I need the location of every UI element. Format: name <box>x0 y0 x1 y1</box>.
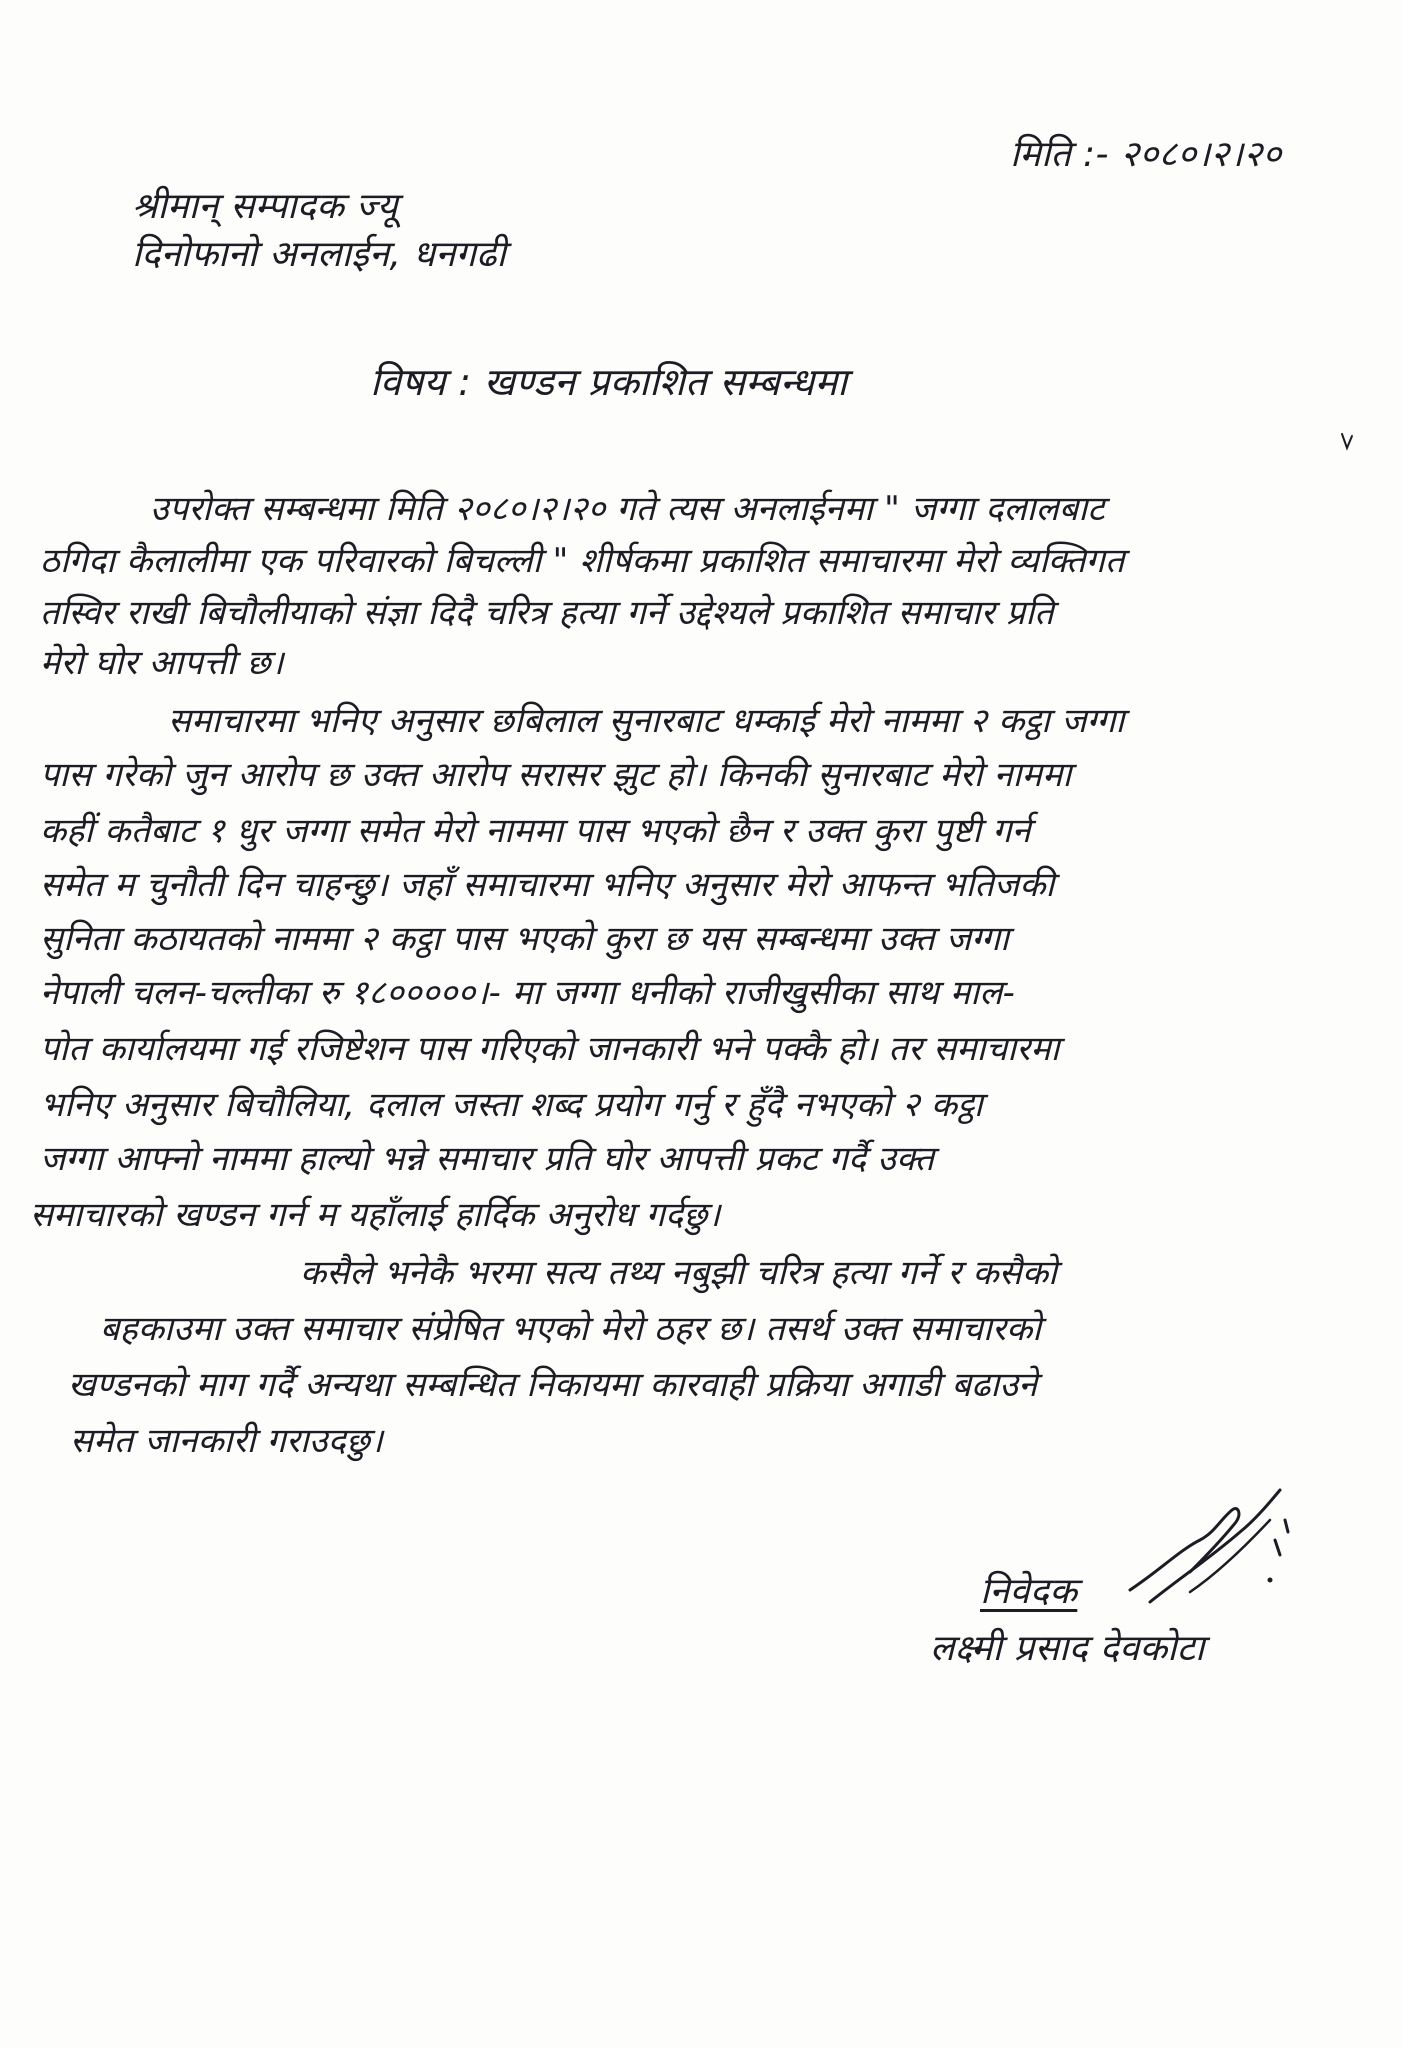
body-line: कसैले भनेकै भरमा सत्य तथ्य नबुझी चरित्र हत्या गर्ने र कसैको <box>300 1253 1058 1293</box>
body-line: तस्विर राखी बिचौलीयाको संज्ञा दिदै चरित्र हत्या गर्ने उद्देश्यले प्रकाशित समाचार प्रति <box>40 593 1054 633</box>
letter-subject: विषय : खण्डन प्रकाशित सम्बन्धमा <box>370 360 848 404</box>
body-line: जग्गा आफ्नो नाममा हाल्यो भन्ने समाचार प्रति घोर आपत्ती प्रकट गर्दै उक्त <box>40 1139 935 1179</box>
body-line: समेत म चुनौती दिन चाहन्छु। जहाँ समाचारमा भनिए अनुसार मेरो आफन्त भतिजकी <box>40 865 1055 905</box>
body-line: ठगिदा कैलालीमा एक परिवारको बिचल्ली " शीर्षकमा प्रकाशित समाचारमा मेरो व्यक्तिगत <box>40 541 1125 581</box>
body-line: भनिए अनुसार बिचौलिया, दलाल जस्ता शब्द प्रयोग गर्नु र हुँदै नभएको २ कट्ठा <box>40 1085 983 1125</box>
signature-label: निवेदक <box>980 1571 1078 1612</box>
body-line: मेरो घोर आपत्ती छ। <box>40 643 284 683</box>
body-line: बहकाउमा उक्त समाचार संप्रेषित भएको मेरो ठहर छ। तसर्थ उक्त समाचारको <box>100 1309 1042 1349</box>
handwritten-signature <box>1120 1480 1300 1630</box>
letter-date: मिति :- २०८०।२।२० <box>1010 134 1282 175</box>
addressee-line-2: दिनोफानो अनलाईन, धनगढी <box>132 234 507 275</box>
body-line: पास गरेको जुन आरोप छ उक्त आरोप सरासर झुट हो। किनकी सुनारबाट मेरो नाममा <box>40 755 1072 795</box>
body-line: नेपाली चलन-चल्तीका रु १८०००००।- मा जग्गा धनीको राजीखुसीका साथ माल- <box>40 973 1016 1013</box>
body-line: पोत कार्यालयमा गई रजिष्टेशन पास गरिएको जानकारी भने पक्कै हो। तर समाचारमा <box>40 1029 1060 1069</box>
body-line: सुनिता कठायतको नाममा २ कट्ठा पास भएको कुरा छ यस सम्बन्धमा उक्त जग्गा <box>40 919 1010 959</box>
body-line: कहीं कतैबाट १ धुर जग्गा समेत मेरो नाममा पास भएको छैन र उक्त कुरा पुष्टी गर्न <box>40 811 1031 851</box>
signatory-name: लक्ष्मी प्रसाद देवकोटा <box>930 1628 1205 1669</box>
pen-mark <box>1340 432 1354 452</box>
body-line: समाचारमा भनिए अनुसार छबिलाल सुनारबाट धम्काई मेरो नाममा २ कट्ठा जग्गा <box>168 701 1125 741</box>
addressee-line-1: श्रीमान् सम्पादक ज्यू <box>132 186 398 227</box>
body-line: समेत जानकारी गराउदछु। <box>70 1421 384 1461</box>
body-line: उपरोक्त सम्बन्धमा मिति २०८०।२।२० गते त्यस अनलाईनमा " जग्गा दलालबाट <box>150 489 1105 529</box>
body-line: समाचारको खण्डन गर्न म यहाँलाई हार्दिक अनुरोध गर्दछु। <box>30 1195 721 1235</box>
body-line: खण्डनको माग गर्दै अन्यथा सम्बन्धित निकायमा कारवाही प्रक्रिया अगाडी बढाउने <box>68 1365 1038 1405</box>
